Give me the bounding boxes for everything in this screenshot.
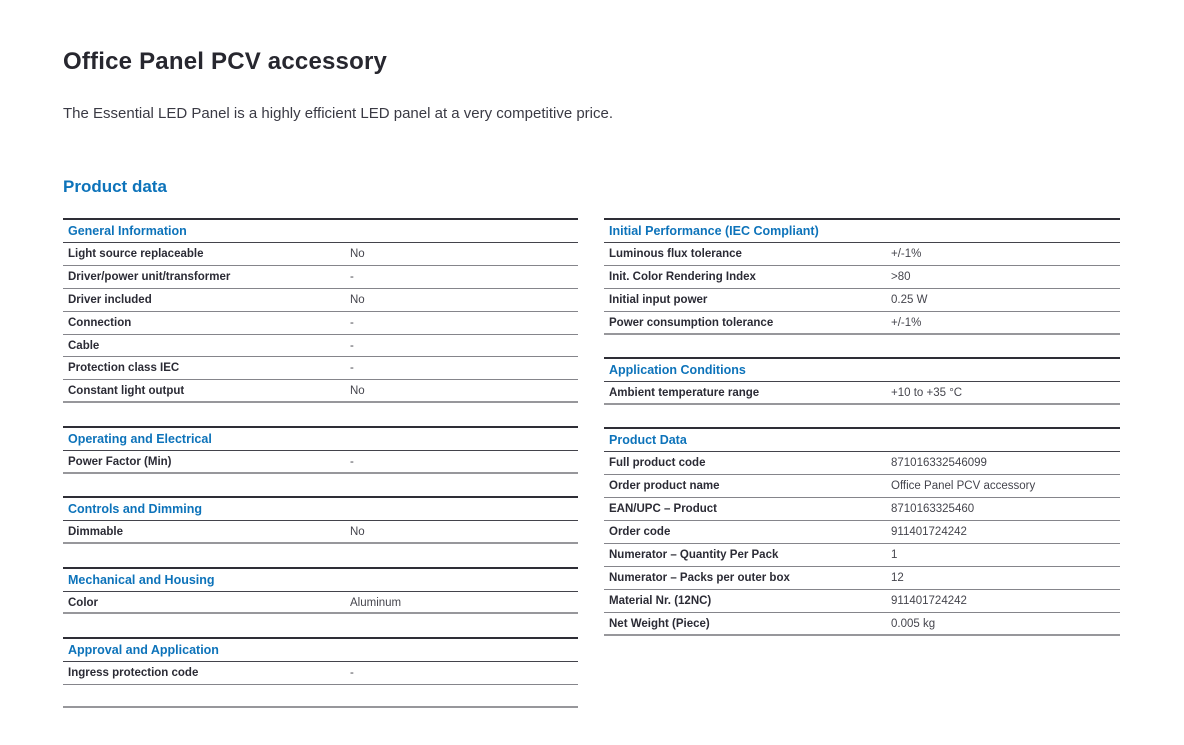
spec-row xyxy=(604,544,1120,567)
spec-row xyxy=(604,567,1120,590)
spec-label: Driver/power unit/transformer xyxy=(68,270,231,283)
spec-row xyxy=(604,382,1120,405)
spec-value: 1 xyxy=(891,549,898,562)
spec-row xyxy=(63,451,578,474)
spec-row xyxy=(604,590,1120,613)
spec-section xyxy=(63,218,578,403)
spec-label: Light source replaceable xyxy=(68,248,204,260)
spec-label: Power Factor (Min) xyxy=(68,455,172,468)
spec-row xyxy=(63,335,578,358)
spec-value: - xyxy=(350,316,354,329)
spec-label: Color xyxy=(68,596,99,609)
spec-value: 8710163325460 xyxy=(891,503,975,516)
spec-section-title: Initial Performance (IEC Compliant) xyxy=(604,220,1120,243)
spec-value: 911401724242 xyxy=(891,526,967,539)
spec-label: Init. Color Rendering Index xyxy=(609,270,756,283)
spec-label: Protection class IEC xyxy=(68,362,180,375)
spec-row xyxy=(604,521,1120,544)
spec-value: +/-1% xyxy=(891,248,922,260)
spec-label: Ambient temperature range xyxy=(609,387,760,400)
spec-label: Luminous flux tolerance xyxy=(609,248,742,260)
spec-row xyxy=(63,380,578,403)
spec-row xyxy=(63,662,578,685)
spec-value: 12 xyxy=(891,571,904,584)
spec-label: Numerator – Quantity Per Pack xyxy=(609,549,779,562)
spec-row xyxy=(63,243,578,266)
spec-row xyxy=(604,243,1120,266)
spec-value: - xyxy=(350,270,354,283)
spec-label: Constant light output xyxy=(68,385,185,398)
spec-value: No xyxy=(350,248,365,260)
spec-row xyxy=(63,685,578,708)
spec-row xyxy=(604,613,1120,636)
spec-section-title: Approval and Application xyxy=(63,639,578,662)
spec-value: - xyxy=(350,666,354,679)
spec-value: - xyxy=(350,339,354,352)
spec-section xyxy=(63,637,578,708)
spec-section-title: Operating and Electrical xyxy=(63,428,578,451)
spec-row xyxy=(63,289,578,312)
spec-section xyxy=(604,357,1120,405)
spec-label: Dimmable xyxy=(68,526,123,539)
spec-section xyxy=(63,426,578,474)
spec-row xyxy=(63,592,578,615)
spec-value: 0.25 W xyxy=(891,293,928,306)
page-description: The Essential LED Panel is a highly efficient LED panel at a very competitive price. xyxy=(63,105,614,122)
spec-label: Driver included xyxy=(68,293,152,306)
spec-value: No xyxy=(350,526,365,539)
spec-row xyxy=(604,312,1120,335)
spec-section xyxy=(604,427,1120,635)
spec-row xyxy=(63,357,578,380)
spec-section-title: Product Data xyxy=(604,429,1120,452)
spec-row xyxy=(63,266,578,289)
spec-label xyxy=(68,685,350,706)
spec-value: - xyxy=(350,362,354,375)
spec-value: 911401724242 xyxy=(891,594,967,607)
spec-label: Connection xyxy=(68,316,132,329)
spec-label: Numerator – Packs per outer box xyxy=(609,571,790,584)
spec-label: Cable xyxy=(68,339,100,352)
spec-row xyxy=(604,498,1120,521)
spec-row xyxy=(63,521,578,544)
spec-row xyxy=(604,289,1120,312)
spec-label: Order code xyxy=(609,526,671,539)
spec-value: No xyxy=(350,385,365,398)
spec-value: - xyxy=(350,455,354,468)
spec-value: +/-1% xyxy=(891,316,922,329)
spec-value: 0.005 kg xyxy=(891,617,936,630)
spec-row xyxy=(604,266,1120,289)
spec-section-title: Mechanical and Housing xyxy=(63,569,578,592)
spec-label: Initial input power xyxy=(609,293,708,306)
spec-label: Material Nr. (12NC) xyxy=(609,594,712,607)
spec-label: Full product code xyxy=(609,457,706,470)
spec-value: Aluminum xyxy=(350,596,402,609)
spec-value: 871016332546099 xyxy=(891,457,987,470)
spec-section-title: Controls and Dimming xyxy=(63,498,578,521)
spec-section xyxy=(63,567,578,615)
spec-row xyxy=(604,452,1120,475)
spec-section-title: General Information xyxy=(63,220,578,243)
spec-row xyxy=(604,475,1120,498)
spec-label: Ingress protection code xyxy=(68,666,199,679)
spec-value: +10 to +35 °C xyxy=(891,387,963,400)
product-data-column-left xyxy=(63,218,578,730)
spec-value: Office Panel PCV accessory xyxy=(891,480,1036,493)
spec-label: Order product name xyxy=(609,480,720,493)
spec-section-title: Application Conditions xyxy=(604,359,1120,382)
spec-label: Net Weight (Piece) xyxy=(609,617,710,630)
spec-section xyxy=(63,496,578,544)
spec-value: No xyxy=(350,293,365,306)
product-data-heading: Product data xyxy=(63,177,167,196)
spec-section xyxy=(604,218,1120,335)
page-title: Office Panel PCV accessory xyxy=(63,48,388,75)
product-data-column-right xyxy=(604,218,1120,658)
spec-row xyxy=(63,312,578,335)
spec-value: >80 xyxy=(891,270,911,283)
spec-label: Power consumption tolerance xyxy=(609,316,774,329)
spec-label: EAN/UPC – Product xyxy=(609,503,717,516)
